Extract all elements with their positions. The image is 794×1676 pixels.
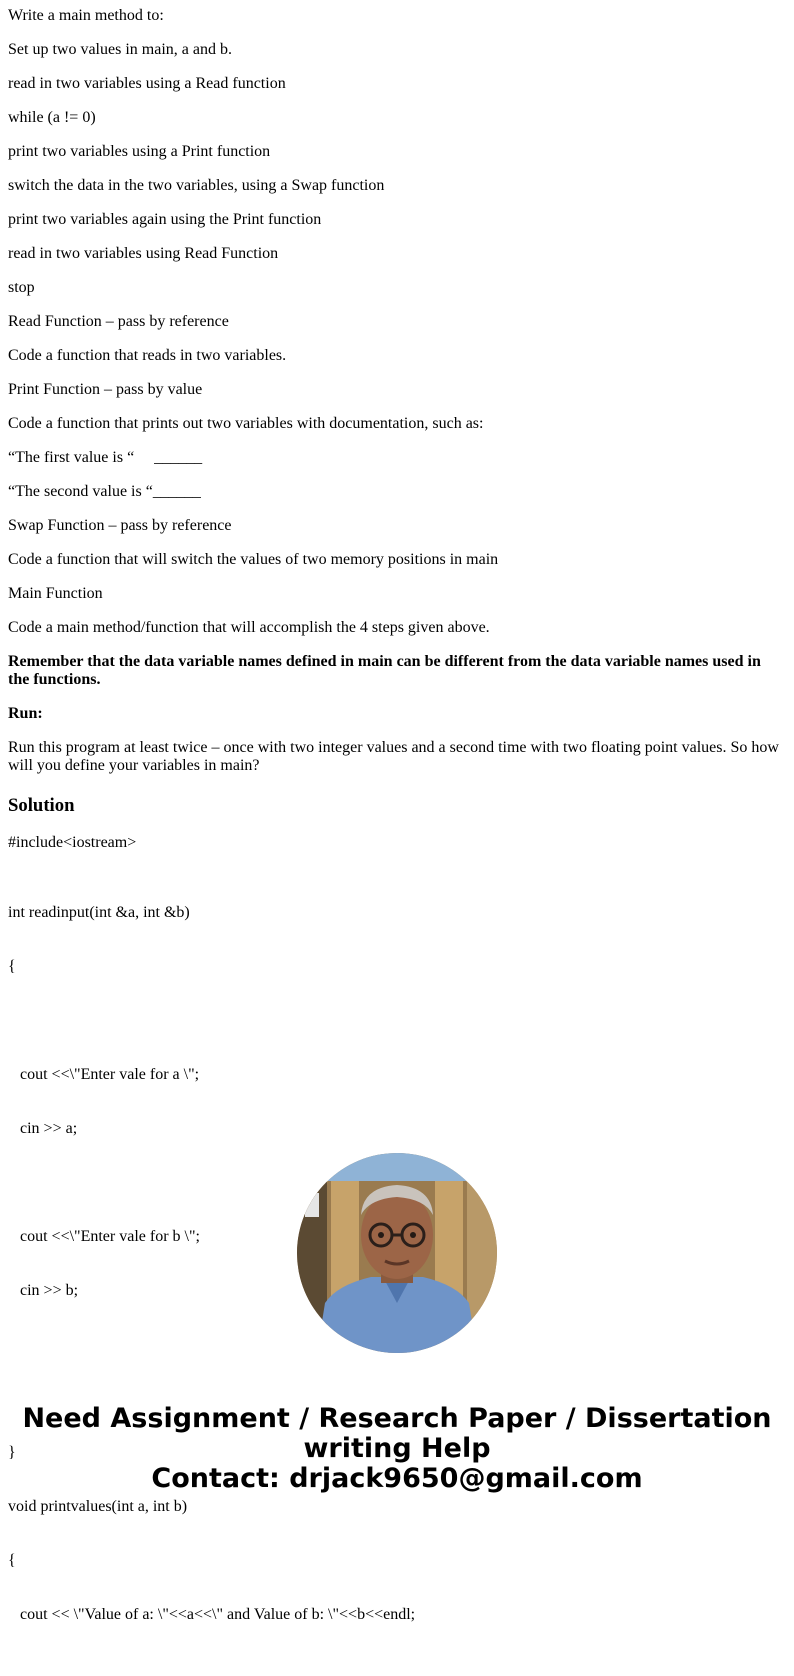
question-paragraph: Main Function (8, 585, 103, 602)
question-paragraph: read in two variables using Read Function (8, 245, 279, 262)
question-paragraph: while (a != 0) (8, 109, 96, 126)
code-line: void printvalues(int a, int b) (8, 1498, 188, 1515)
question-paragraph: Code a function that prints out two variables with documentation, such as: (8, 415, 484, 432)
code-line: cout <<\"Enter vale for a \"; (20, 1066, 200, 1083)
question-paragraph: “The second value is “______ (8, 483, 201, 500)
solution-heading: Solution (8, 795, 75, 816)
run-heading: Run: (8, 705, 43, 722)
question-paragraph: Read Function – pass by reference (8, 313, 229, 330)
code-line: int readinput(int &a, int &b) (8, 904, 190, 921)
question-paragraph: print two variables again using the Print function (8, 211, 322, 228)
question-paragraph: print two variables using a Print function (8, 143, 271, 160)
promo-banner (0, 1404, 794, 1494)
code-line: cin >> b; (20, 1282, 79, 1299)
run-text: Run this program at least twice – once with two integer values and a second time with two floating point values. So how will you define your variables in main? (8, 739, 783, 774)
question-paragraph: Write a main method to: (8, 7, 164, 24)
promo-line: Need Assignment / Research Paper / Dissertation (22, 1403, 772, 1434)
question-paragraph: Code a function that reads in two variables. (8, 347, 287, 364)
code-line: { (8, 958, 16, 975)
code-line (8, 1012, 784, 1030)
question-paragraph: Swap Function – pass by reference (8, 517, 232, 534)
question-paragraph: Code a main method/function that will accomplish the 4 steps given above. (8, 619, 490, 636)
expert-avatar (297, 1153, 497, 1353)
question-paragraph: switch the data in the two variables, using a Swap function (8, 177, 385, 194)
code-line: cout << \"Value of a: \"<<a<<\" and Value of b: \"<<b<<endl; (20, 1606, 416, 1623)
question-paragraph: Code a function that will switch the values of two memory positions in main (8, 551, 499, 568)
promo-line: writing Help (303, 1433, 491, 1464)
code-line: } (8, 1444, 16, 1461)
question-paragraph: read in two variables using a Read function (8, 75, 286, 92)
question-paragraph: Print Function – pass by value (8, 381, 203, 398)
bold-note: Remember that the data variable names defined in main can be different from the data variable names used in the functions. (8, 653, 765, 688)
question-paragraph: “The first value is “ ______ (8, 449, 203, 466)
question-paragraph: Set up two values in main, a and b. (8, 41, 232, 58)
code-line: { (8, 1552, 16, 1569)
contact-email: Contact: drjack9650@gmail.com (151, 1463, 643, 1494)
question-paragraph: stop (8, 279, 35, 296)
avatar-portrait-icon (297, 1153, 497, 1353)
code-line: cin >> a; (20, 1120, 78, 1137)
code-include: #include<iostream> (8, 834, 137, 851)
code-line: cout <<\"Enter vale for b \"; (20, 1228, 200, 1245)
